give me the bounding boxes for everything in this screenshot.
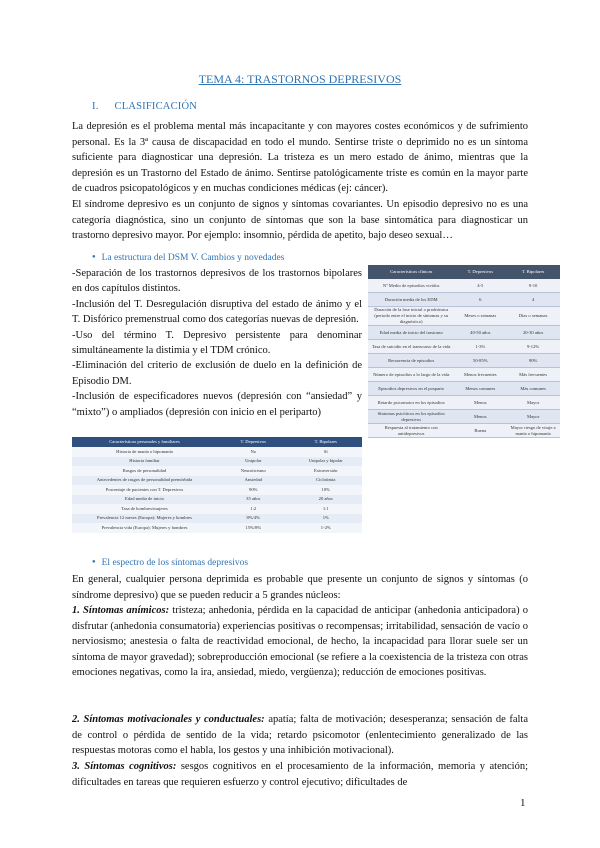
table-row — [72, 485, 362, 495]
table-cell: 9-10 — [506, 279, 560, 293]
table-row — [368, 293, 560, 307]
table-cell: 15%/8% — [217, 523, 290, 533]
table-header-row: Características personales y familiares T. Depresivos T. Bipolares — [72, 437, 362, 447]
table-cell: Síntomas psicóticos en los episodios depresivos — [368, 410, 454, 424]
intro-paragraph-2: El síndrome depresivo es un conjunto de signos y síntomas covariantes. Un episodio depresivo no es una categoría diagnóstica, sino un conjunto de síntomas que son la base sintomática para diagnosticar un trastorno depresivo mayor. Por ejemplo: insomnio, pérdida de apetito, bajo deseo sexual… — [72, 199, 528, 242]
table-cell: Meses o semanas — [454, 307, 506, 326]
table-cell: Más frecuentes — [506, 368, 560, 382]
table-cell: 1:2 — [217, 504, 290, 514]
table-cell: Prevalencia vida (Europa): Mujeres y hombres — [72, 523, 217, 533]
table-body — [72, 447, 362, 533]
bullet-icon: ● — [92, 254, 96, 260]
intro-paragraph-1: La depresión es el problema mental más incapacitante y con mayores costes económicos y de sufrimiento personal. Es la 3ª causa de discapacidad en todo el mundo. Sentirse triste o deprimido no es un síntoma suficiente para diagnosticar una depresión. La tristeza es un mero estado de ánimo, mientras que la depresión es un Trastorno del Estado de ánimo. Sentirse patológicamente triste es común en la mayor parte de cuadros psicopatológicos y en muchas condiciones médicas (ej: cáncer). — [72, 121, 528, 195]
table-cell: Ansiedad — [217, 476, 290, 486]
table-cell: Duración de la fase inicial o prodrómica (periodo entre el inicio de síntomas y su diagnóstico) — [368, 307, 454, 326]
table-cell: Historia familiar — [72, 457, 217, 467]
table-row — [72, 476, 362, 486]
table-cell: Mayor — [506, 396, 560, 410]
table-row — [72, 514, 362, 524]
table-row — [368, 279, 560, 293]
table-row — [72, 447, 362, 457]
list-item: -Inclusión del T. Desregulación disruptiva del estado de ánimo y el T. Disfórico premenstrual como dos categorías nuevas de depresión. — [72, 298, 362, 326]
table-cell: Tasa de suicidio en el transcurso de la vida — [368, 340, 454, 354]
table-cell: Extraversión — [290, 466, 363, 476]
table-cell: Mayor — [506, 410, 560, 424]
table-cell: Duración media de los EDM — [368, 293, 454, 307]
table-cell: Antecedentes de rasgos de personalidad premórbida — [72, 476, 217, 486]
page-number: 1 — [520, 797, 526, 809]
comparison-table-left — [72, 437, 362, 533]
table-cell: Nº Medio de episodios vividos — [368, 279, 454, 293]
bullet-icon: ● — [92, 559, 96, 565]
table-row — [72, 504, 362, 514]
section-heading — [92, 101, 197, 112]
table-cell: Mayor riesgo de viraje a manía o hipomanía — [506, 424, 560, 438]
section-title: CLASIFICACIÓN — [114, 101, 198, 112]
list-item: -Inclusión de especificadores nuevos (depresión con “ansiedad” y “mixto”) o ampliados (depresión con inicio en el periparto) — [72, 391, 362, 418]
table-cell: Rasgos de personalidad — [72, 466, 217, 476]
symptom-group-motivational: 2. Síntomas motivacionales y conductuales: apatía; falta de motivación; desesperanza; sensación de falta de control o pérdida de sentido de la vida; retardo psicomotor (enlentecimiento generalizado de las respuestas motoras como el habla, los gestos y una inhibición motivacional). — [72, 714, 529, 757]
table-cell: 35 años — [217, 495, 290, 505]
symptom-group-affective: 1. Síntomas anímicos: tristeza; anhedonia, pérdida en la capacidad de anticipar (anhedonia anticipadora) o disfrutar (anhedonia consumatoria) experiencias positivas o recompensas; irritabilidad, sensación de vacío o nerviosismo; anestesia o falta de reactividad emocional, de hecho, la incapacidad para llorar suele ser un síntoma de mayor gravedad); sobreproducción emocional (se refiere a la coexistencia de la tristeza con otras emociones negativas, como la ira, ansiedad, miedo, vergüenza); reducción de emociones positivas. — [72, 605, 529, 679]
table-header-row: Características clínicas T. Depresivos T. Bipolares — [368, 265, 560, 279]
table-cell: Edad media de inicio — [72, 495, 217, 505]
table-cell: 1-3% — [454, 340, 506, 354]
table-cell: Sí — [290, 447, 363, 457]
table-cell: 8%/4% — [217, 514, 290, 524]
table-row — [368, 410, 560, 424]
page-title: TEMA 4: TRASTORNOS DEPRESIVOS — [198, 72, 402, 86]
list-item: -Uso del término T. Depresivo persistente para denominar simultáneamente la distimia y el TDM crónico. — [72, 329, 362, 357]
table-cell: 1-2% — [290, 523, 363, 533]
table-cell: Menos comunes — [454, 382, 506, 396]
table-row — [72, 523, 362, 533]
table-cell: 20 años — [290, 495, 363, 505]
table-cell: Menos — [454, 396, 506, 410]
table-cell: Menos frecuentes — [454, 368, 506, 382]
table-cell: 50-85% — [454, 354, 506, 368]
table-row — [72, 495, 362, 505]
list-item: -Separación de los trastornos depresivos de los trastornos bipolares en dos capítulos distintos. — [72, 268, 362, 295]
table-cell: Tasa de hombres/mujeres — [72, 504, 217, 514]
table-cell: Unipolar y bipolar — [290, 457, 363, 467]
comparison-table-right — [368, 265, 560, 438]
table-cell: Historia de manía o hipomanía — [72, 447, 217, 457]
table-cell: 1% — [290, 514, 363, 524]
table-row — [368, 340, 560, 354]
table-cell: Más comunes — [506, 382, 560, 396]
table-cell: Edad media de inicio del trastorno — [368, 326, 454, 340]
table-cell: Neuroticismo — [217, 466, 290, 476]
table-cell: Días o semanas — [506, 307, 560, 326]
table-cell: Menos — [454, 410, 506, 424]
table-body — [368, 279, 560, 438]
table-cell: 4 — [506, 293, 560, 307]
list-item: -Eliminación del criterio de exclusión de duelo en la definición de Episodio DM. — [72, 360, 362, 387]
table-cell: 6 — [454, 293, 506, 307]
table-cell: 90% — [506, 354, 560, 368]
table-cell: Unipolar — [217, 457, 290, 467]
symptom-group-cognitive: 3. Síntomas cognitivos: sesgos cognitivos en el procesamiento de la información, memoria y atención; dificultades en tareas que requieren esfuerzo y control ejecutivo; dificultades de — [72, 761, 529, 788]
table-row — [368, 396, 560, 410]
table-row — [368, 307, 560, 326]
table-cell: 9-12% — [506, 340, 560, 354]
table-cell: Episodios depresivos en el posparto — [368, 382, 454, 396]
table-cell: Buena — [454, 424, 506, 438]
table-cell: Prevalencia 12 meses (Europa): Mujeres y hombres — [72, 514, 217, 524]
table-row — [368, 382, 560, 396]
table-cell: Número de episodios a lo largo de la vida — [368, 368, 454, 382]
table-row — [368, 354, 560, 368]
dsm-changes-list — [72, 266, 362, 420]
table-cell: Retardo psicomotor en los episodios — [368, 396, 454, 410]
table-cell: 40-50 años — [454, 326, 506, 340]
table-row — [368, 326, 560, 340]
table-cell: Recurrencia de episodios — [368, 354, 454, 368]
table-row — [72, 466, 362, 476]
table-row — [72, 457, 362, 467]
table-cell: 90% — [217, 485, 290, 495]
table-cell: 20-30 años — [506, 326, 560, 340]
table-cell: No — [217, 447, 290, 457]
subheading-dsm: ● La estructura del DSM V. Cambios y novedades — [92, 253, 285, 263]
table-cell: 4-5 — [454, 279, 506, 293]
table-cell: 1:1 — [290, 504, 363, 514]
table-row — [368, 424, 560, 438]
section-number: I. — [92, 101, 99, 112]
table-cell: 10% — [290, 485, 363, 495]
table-row — [368, 368, 560, 382]
table-cell: Porcentaje de pacientes con T. Depresivos — [72, 485, 217, 495]
symptoms-intro: En general, cualquier persona deprimida es probable que presente un conjunto de signos y síntomas (o síndrome depresivo) que se pueden reducir a 5 grandes núcleos: — [72, 574, 528, 601]
subheading-symptoms: ● El espectro de los síntomas depresivos — [92, 558, 249, 568]
table-cell: Ciclotimia — [290, 476, 363, 486]
table-cell: Respuesta al tratamiento con antidepresivos — [368, 424, 454, 438]
